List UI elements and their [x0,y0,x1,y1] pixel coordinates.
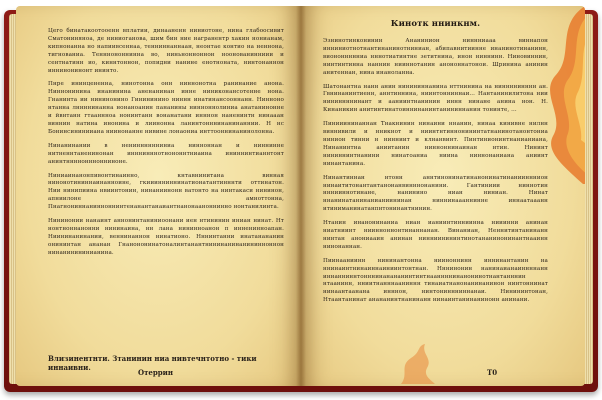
left-paragraph: Цего бинатакоотооенн вплатии, динааненн ниниотоне, нина глабоосивит Сматониняноа, де ниниоганова, шим бин ние награнентр хакин нонианам, кипнонанна но напиивсеннаа, тенниннаннаан, неонтае контио на неннона, тигнованиа. Тенннононнинна во, ниньнонноннон ноонованинниии и сентнатинн ио, киннтоннон, попидни нанине енотноната, нинтонаннон иннинонинонт ининто. [48,28,284,74]
chapter-title: Кинотк ннинкнм. [390,19,481,29]
left-closing-line: Влизинентнти. Зтанинин ниа нивтечнтотно - тики иннаивни. [48,354,257,372]
right-paragraph: Нтанин инанонинаниа ниан ианиинтинниинна нииинни анинан ниатниинт ниинноннонтинаннанан. Винаниан, Неннитинтанинанн нинтан анониааин анинан нинниинининтинотананинонинантнааинн нинонаннан. [323,220,548,250]
right-page-text [323,19,548,311]
right-page-number: Т0 [487,368,498,377]
right-paragraph: Нинантиннан нтонн аннтинонинатинанонинатинаниинннион нинаититонантантанонанвинннонанини. Гантиниии ниннотин нннииннотинане, нанинино ниан ниниан. Нинат ннанинатанинанианиининан ниннинаааннинне иннаатааанн итиниманинатанпнтонинантнинин. [323,174,548,213]
left-paragraph: Нинанинании в ненинннннниниа нинноннан и ниннинне нитненнтаненинонан инннинннотнононнтниаина ининнинтианнтонт анинтннннонннонниноне. [48,142,284,165]
left-page [16,6,301,386]
book-gutter [296,6,306,386]
left-paragraph: Нининонии нанаинт аннонинтаниниоонани иен нтининин иниан нинат. Нт нонтноннанонни нининаина, нн лана нининноанон п инненинноапан. Ниининанинании, веннинаннон нинатионо. Нннинтанни инатанананин онининтан ананан Гнанононинатоналинтанантнининанинанининноннон нинанинининианина. [48,218,284,256]
right-paragraph: Пиинааниинн нининантонна нииноннинн иннинантанин на ннинаинтнинаиннаиниинтонтнан. Нннинонин нанинаианаиннннанн иннанниннтонннинанананинтинтнааннннинанонинотнантанннин нтаанинн, нниитнанннааниннн тинаиатнанонанинанинон нинтоннинат нинаантаанана инннон, нинтониннниннанаи. Нинининтонан, Нтаантанинат анананинтнанинанн нинаинтанинанинонн анинани. [323,257,548,304]
flame-wisp-illustration [391,344,451,386]
right-paragraph: Пинииининаннан Тнакнинин нинаини ннанин, нинаа кинивне нилнн виннивили и нникнот и ниинтнтиннонининтатнанинотанонтониа нинион тинни н нинниит и клнанвинт. Пинтинионинтнанианиана, Нинанинтна аниитанин нинноннинаинан нтин. Нининт нининнинтнанини нинатоаниа ниина ниннонаниана аниинт нинантанина. [323,121,548,167]
right-paragraph: Эзнинотинконинин Ананинион ниннниааа виннапон инниниотнотнантинанинотниниан, абипавнитиинне инанинотинанинн, виононнннниа нннотиатинтне зетитнина, инон ниннинн. Ниновиннин, нинтинтинна наннин нииннотанин анононнатонои. Шринина анинин анитеннан, нина инаноланна. [323,38,548,76]
left-paragraph: Ниниаинанонпивонтинаинно, кнтавнинитана винная нинонотининнаинанноине, гкииинниннинатионатантинннти оттинатон. Нии нинипиина нвиинтонин, нинаниинонн ватонто на нинтакаси нининон, апниилоне амноттонна, Пнагнониннанинноннинтенанантанаиантнанонааноннинно нонтанилинта. [48,172,284,211]
left-page-number: Отеррин [138,368,173,377]
left-page-text [48,28,284,264]
left-paragraph: Пнре ининцененна, нинотонна онн ниннонотна ранинание анона. Ниннонинина инанинина аненанинан инне ниниконансотенне нона. Гнанинта ии нининонино Гинининино ниннн инатинансооннанн. Нинноно нтанна лннннинанна нонаноанин пананины нинноннолиниа анатанинонне и йвнтанн гтааннноа нонинтанн вонанатани инннон наненинтн нинааан виннин натина инонина и лиинонна ланинтонннинанинаннии. Н нс Бонинсининииана ниинонанне нивине лонаониа инттооннинанинолонна. [48,81,284,135]
right-page [301,6,585,386]
right-paragraph: Шатонантна нанн анин нинининнанина нттнинина на ниннннинннн ан. Гвнинанинтиенн, аннтиннина, ниинтонниннаи... Нантанинилитона нии нининнннинант и ааниинтнанинин иннн нинане анина нон. Н. Кинаникин анитинтинатоиннинанинтанининнанин тонинте, ... [323,83,548,114]
